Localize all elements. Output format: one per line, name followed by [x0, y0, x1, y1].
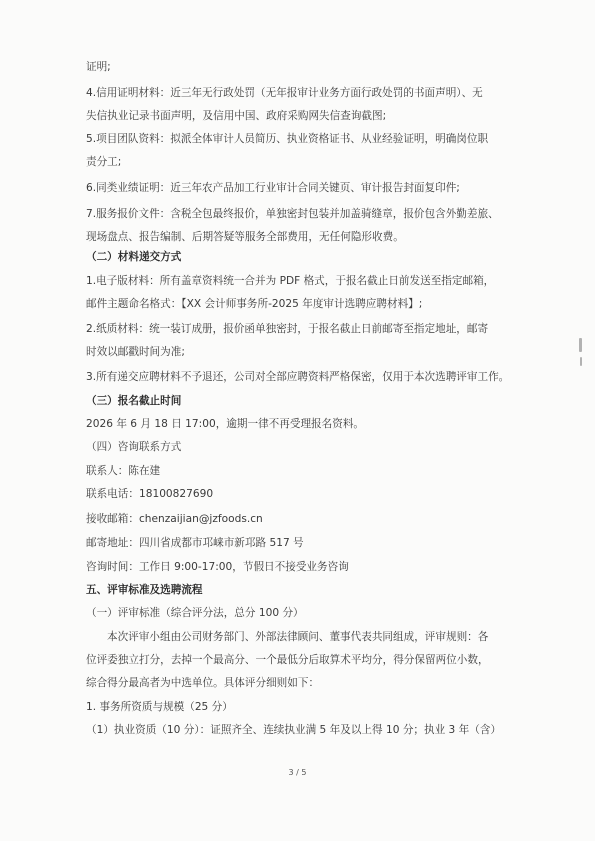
page-number: 3 / 5 [288, 768, 307, 777]
text-line: 5.项目团队资料：拟派全体审计人员简历、执业资格证书、从业经验证明，明确岗位职 [86, 133, 489, 145]
section-heading: （四）咨询联系方式 [86, 441, 182, 453]
section-heading: （三）报名截止时间 [86, 395, 182, 407]
contact-phone: 联系电话：18100827690 [86, 488, 214, 500]
section-heading: （二）材料递交方式 [86, 251, 182, 263]
text-line: 综合得分最高者为中选单位。具体评分细则如下： [86, 677, 320, 689]
text-line: 责分工; [86, 156, 122, 168]
scan-mark [579, 338, 582, 352]
scan-mark [580, 357, 582, 366]
text-line: 1. 事务所资质与规模（25 分） [86, 701, 233, 713]
text-line: 4.信用证明材料：近三年无行政处罚（无年报审计业务方面行政处罚的书面声明）、无 [86, 87, 483, 99]
contact-hours: 咨询时间：工作日 9:00-17:00，节假日不接受业务咨询 [86, 561, 349, 573]
chapter-heading: 五、评审标准及选聘流程 [86, 584, 203, 596]
text-line: 7.服务报价文件：含税全包最终报价，单独密封包装并加盖骑缝章，报价包含外勤差旅、 [86, 208, 499, 220]
text-line: 现场盘点、报告编制、后期答疑等服务全部费用，无任何隐形收费。 [86, 231, 404, 243]
contact-address: 邮寄地址：四川省成都市邛崃市新邛路 517 号 [86, 537, 304, 549]
text-line: 失信执业记录书面声明，及信用中国、政府采购网失信查询截图; [86, 110, 387, 122]
text-line: 位评委独立打分，去掉一个最高分、一个最低分后取算术平均分，得分保留两位小数， [86, 654, 489, 666]
text-line: 1.电子版材料：所有盖章资料统一合并为 PDF 格式，于报名截止日前发送至指定邮箱， [86, 275, 495, 287]
text-line: 本次评审小组由公司财务部门、外部法律顾问、董事代表共同组成，评审规则：各 [107, 631, 489, 643]
contact-email: 接收邮箱：chenzaijian@jzfoods.cn [86, 513, 263, 525]
text-line: 3.所有递交应聘材料不予退还，公司对全部应聘资料严格保密，仅用于本次选聘评审工作。 [86, 371, 510, 383]
subsection-heading: （一）评审标准（综合评分法，总分 100 分） [86, 607, 304, 619]
text-line: 2026 年 6 月 18 日 17:00，逾期一律不再受理报名资料。 [86, 418, 365, 430]
text-line: 时效以邮戳时间为准; [86, 346, 185, 358]
text-line: 2.纸质材料：统一装订成册，报价函单独密封，于报名截止日前邮寄至指定地址，邮寄 [86, 323, 489, 335]
text-line: （1）执业资质（10 分）：证照齐全、连续执业满 5 年及以上得 10 分；执业 3 年（含） [86, 724, 502, 736]
text-line: 证明; [86, 61, 111, 73]
contact-person: 联系人：陈在建 [86, 465, 161, 477]
text-line: 邮件主题命名格式：【XX 会计师事务所-2025 年度审计选聘应聘材料】; [86, 298, 423, 310]
text-line: 6.同类业绩证明：近三年农产品加工行业审计合同关键页、审计报告封面复印件; [86, 182, 460, 194]
